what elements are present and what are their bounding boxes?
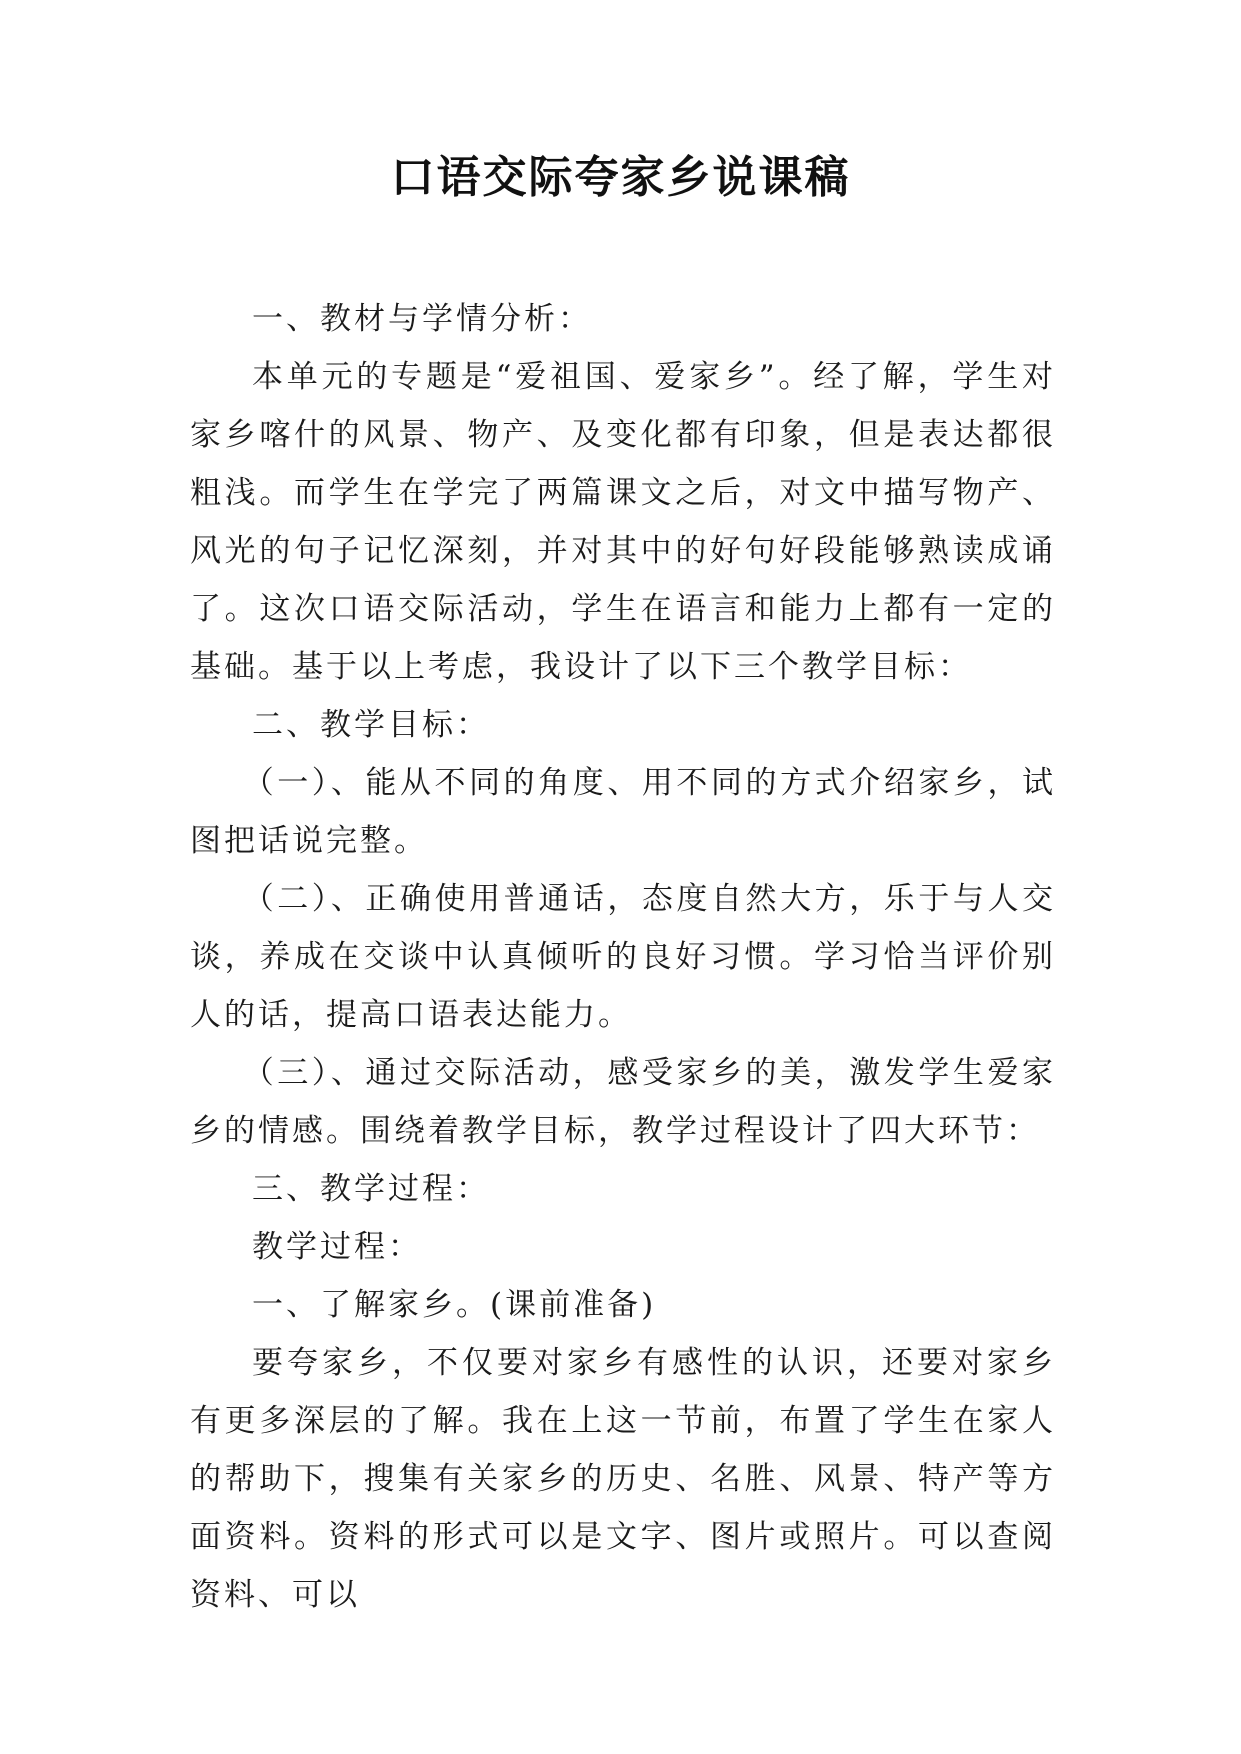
- paragraph-step-1-body: 要夸家乡，不仅要对家乡有感性的认识，还要对家乡有更多深层的了解。我在上这一节前，布置了学生在家人的帮助下，搜集有关家乡的历史、名胜、风景、特产等方面资料。资料的形式可以是文字、图片或照片。可以查阅资料、可以: [190, 1345, 1056, 1613]
- paragraph-goal-1: （一）、能从不同的角度、用不同的方式介绍家乡，试图把话说完整。: [190, 765, 1056, 859]
- document-body: [190, 290, 1056, 1624]
- paragraph-goal-2: （二）、正确使用普通话，态度自然大方，乐于与人交谈，养成在交谈中认真倾听的良好习惯。学习恰当评价别人的话，提高口语表达能力。: [190, 881, 1056, 1033]
- paragraph-analysis: 本单元的专题是“爱祖国、爱家乡”。经了解，学生对家乡喀什的风景、物产、及变化都有印象，但是表达都很粗浅。而学生在学完了两篇课文之后，对文中描写物产、风光的句子记忆深刻，并对其中的好句好段能够熟读成诵了。这次口语交际活动，学生在语言和能力上都有一定的基础。基于以上考虑，我设计了以下三个教学目标：: [190, 359, 1056, 685]
- paragraph-process-label: 教学过程：: [252, 1229, 422, 1265]
- paragraph-section-2-heading: 二、教学目标：: [252, 707, 490, 743]
- paragraph-step-1-heading: 一、了解家乡。(课前准备): [252, 1287, 657, 1323]
- paragraph-goal-3: （三）、通过交际活动，感受家乡的美，激发学生爱家乡的情感。围绕着教学目标，教学过程设计了四大环节：: [190, 1055, 1056, 1149]
- document-title: 口语交际夸家乡说课稿: [390, 152, 851, 203]
- paragraph-section-1-heading: 一、教材与学情分析：: [252, 301, 592, 337]
- paragraph-section-3-heading: 三、教学过程：: [252, 1171, 490, 1207]
